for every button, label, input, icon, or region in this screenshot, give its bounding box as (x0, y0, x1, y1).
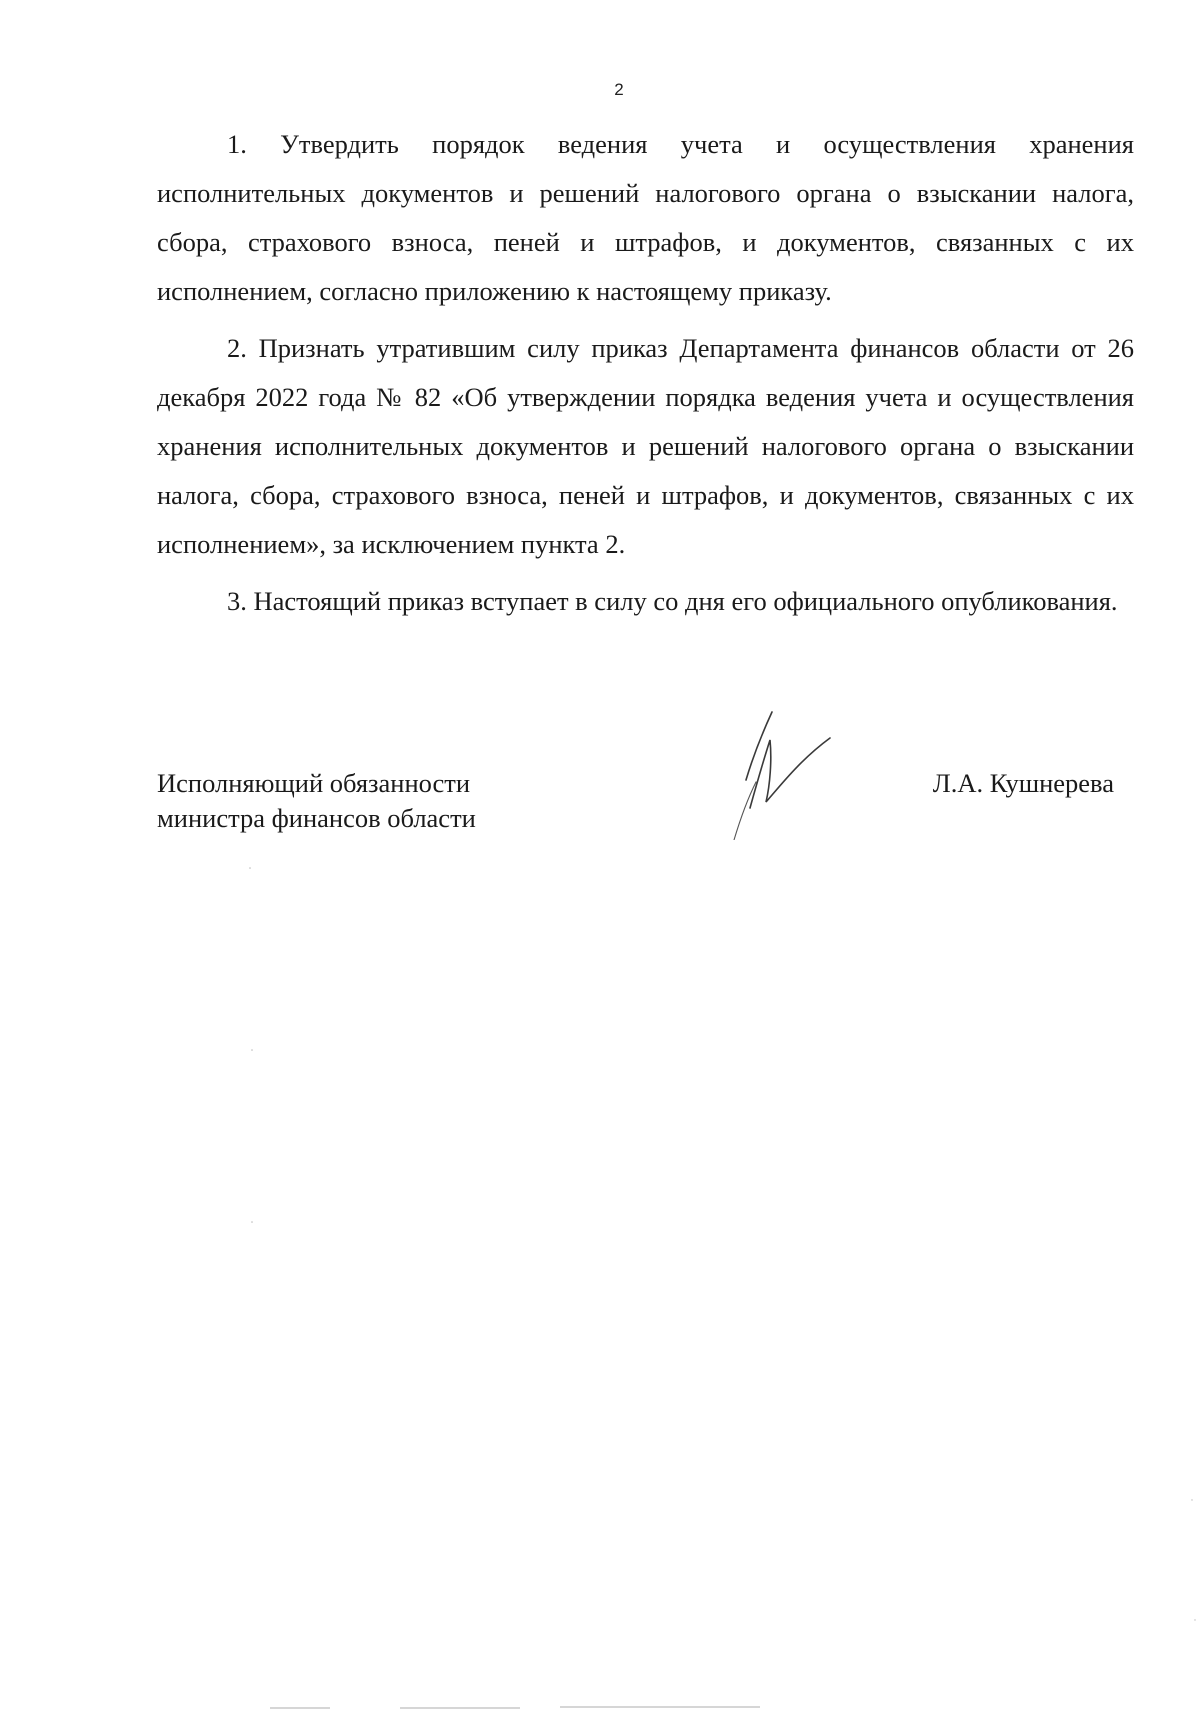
paragraph-1: 1. Утвердить порядок ведения учета и осуществления хранения исполнительных документов и решений налогового органа о взыскании налога, сбора, страхового взноса, пеней и штрафов, и документов, связанных с их исполнением, согласно приложению к настоящему приказу. (157, 129, 1134, 306)
signer-position-line-2: министра финансов области (157, 803, 476, 833)
paragraph-3: 3. Настоящий приказ вступает в силу со дня его официального опубликования. (227, 586, 1118, 616)
signer-name: Л.А. Кушнерева (932, 768, 1114, 798)
paragraph-2: 2. Признать утратившим силу приказ Департамента финансов области от 26 декабря 2022 года № 82 «Об утверждении порядка ведения учета и осуществления хранения исполнительных документов и решений налогового органа о взыскании налога, сбора, страхового взноса, пеней и штрафов, и документов, связанных с их исполнением», за исключением пункта 2. (157, 333, 1134, 559)
signature-block (157, 766, 1134, 856)
signer-position-line-1: Исполняющий обязанности (157, 768, 471, 798)
document-body (157, 120, 1134, 634)
signer-position (157, 766, 476, 836)
page-number: 2 (614, 80, 624, 99)
